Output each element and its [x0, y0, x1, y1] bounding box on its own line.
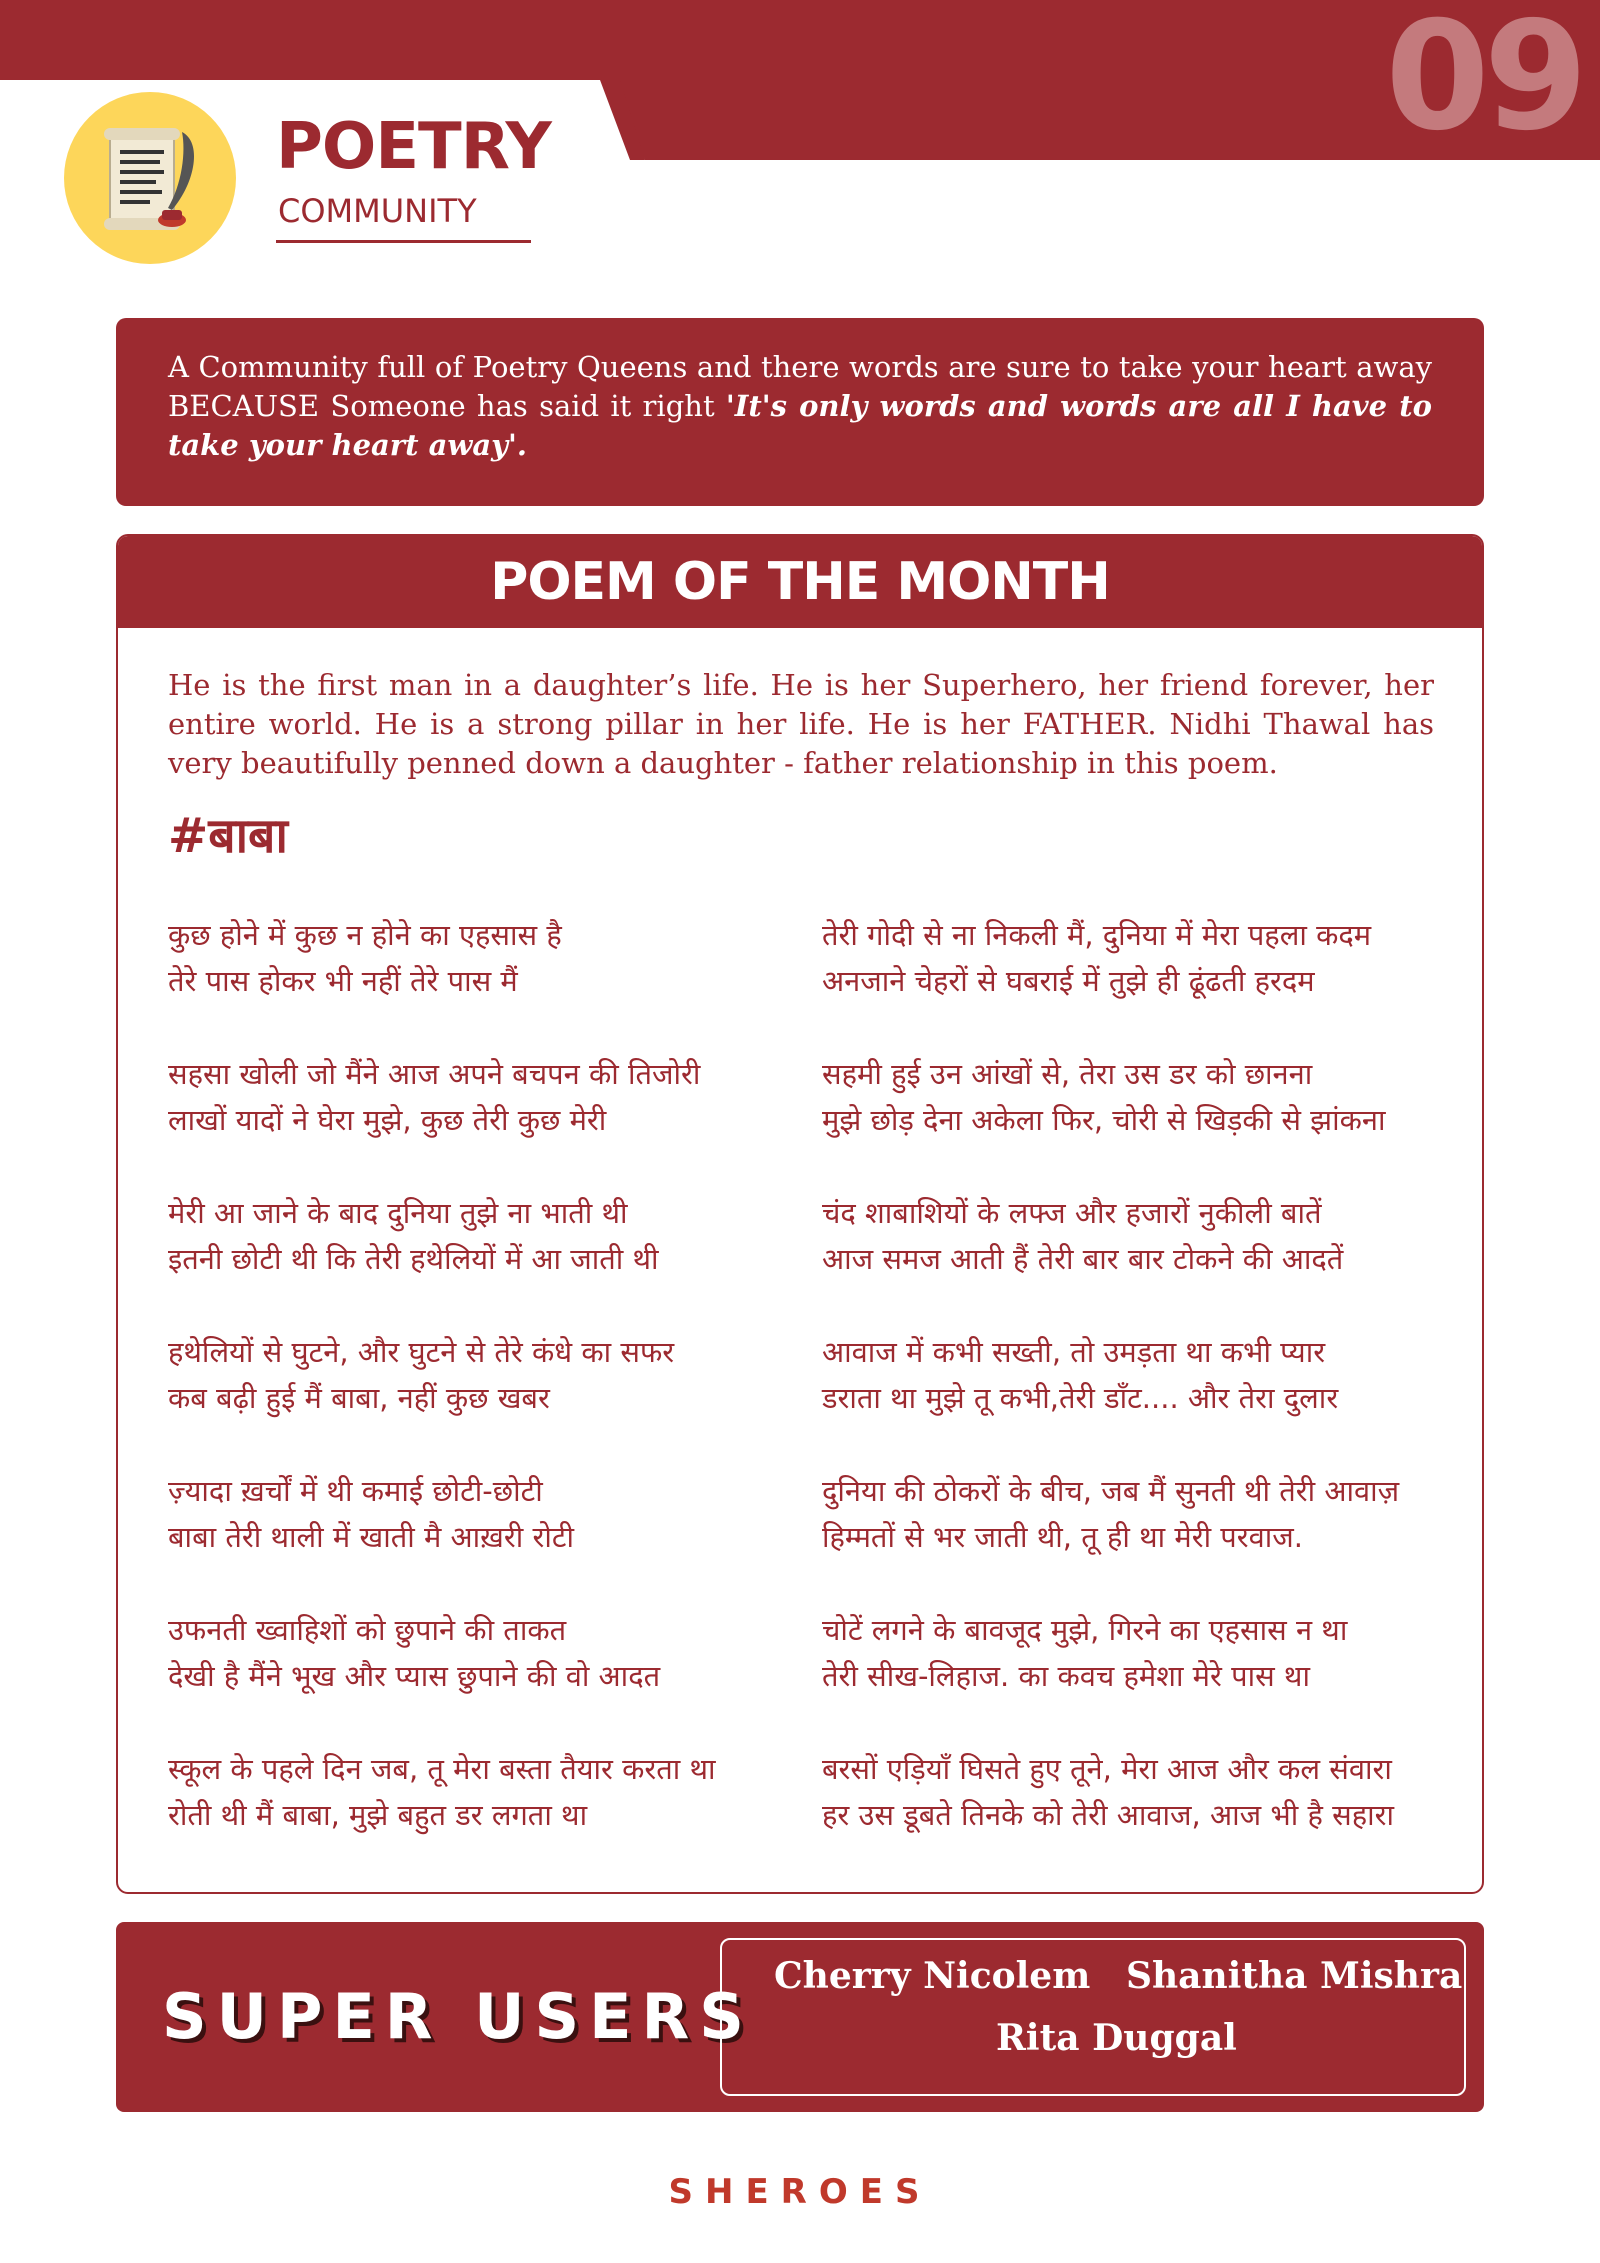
poem-line: आवाज में कभी सख्ती, तो उमड़ता था कभी प्यार: [822, 1335, 1326, 1369]
poem-line: मुझे छोड़ देना अकेला फिर, चोरी से खिड़की से झांकना: [822, 1103, 1386, 1137]
poem-line: तेरे पास होकर भी नहीं तेरे पास मैं: [168, 964, 518, 998]
super-user-name: Cherry Nicolem: [774, 1955, 1091, 1997]
poem-line: बाबा तेरी थाली में खाती मै आख़री रोटी: [168, 1520, 574, 1554]
poem-line: कब बढ़ी हुई मैं बाबा, नहीं कुछ खबर: [168, 1381, 550, 1415]
poem-line: सहसा खोली जो मैंने आज अपने बचपन की तिजोरी: [168, 1057, 701, 1091]
intro-quote: 'It's only words and words are all I have to take your heart away'.: [168, 389, 1432, 462]
footer-brand-logo: SHEROES: [668, 2172, 932, 2212]
stanza-right-2: [822, 1051, 1452, 1143]
stanza-left-1: [168, 912, 798, 1004]
poem-description: He is the first man in a daughter’s life. He is her Superhero, her friend forever, her entire world. He is a strong pillar in her life. He is her FATHER. Nidhi Thawal has very beautifully penned down a daughter - father relationship in this poem.: [168, 668, 1434, 780]
stanza-left-3: [168, 1190, 798, 1282]
poem-section-title: POEM OF THE MONTH: [118, 536, 1482, 628]
stanza-right-1: [822, 912, 1452, 1004]
poem-line: तेरी सीख-लिहाज. का कवच हमेशा मेरे पास था: [822, 1659, 1310, 1693]
super-users-panel: [720, 1938, 1466, 2096]
poem-line: सहमी हुई उन आंखों से, तेरा उस डर को छानना: [822, 1057, 1313, 1091]
poem-line: चंद शाबाशियों के लफ्ज और हजारों नुकीली बातें: [822, 1196, 1322, 1230]
poem-line: मेरी आ जाने के बाद दुनिया तुझे ना भाती थी: [168, 1196, 628, 1230]
stanza-right-5: [822, 1468, 1452, 1560]
stanza-left-5: [168, 1468, 798, 1560]
poem-line: उफनती ख्वाहिशों को छुपाने की ताकत: [168, 1613, 567, 1647]
poem-line: ज़्यादा ख़र्चों में थी कमाई छोटी-छोटी: [168, 1474, 543, 1508]
poem-line: हर उस डूबते तिनके को तेरी आवाज, आज भी है सहारा: [822, 1798, 1394, 1832]
poem-line: डराता था मुझे तू कभी,तेरी डाँट.... और तेरा दुलार: [822, 1381, 1339, 1415]
title-divider: [276, 240, 531, 243]
poem-line: इतनी छोटी थी कि तेरी हथेलियों में आ जाती थी: [168, 1242, 659, 1276]
header-band: [0, 0, 1600, 164]
poem-line: बरसों एड़ियाँ घिसते हुए तूने, मेरा आज और कल संवारा: [822, 1752, 1392, 1786]
poem-line: स्कूल के पहले दिन जब, तू मेरा बस्ता तैयार करता था: [168, 1752, 716, 1786]
stanza-left-6: [168, 1607, 798, 1699]
super-users-section: [116, 1922, 1484, 2112]
poem-line: रोती थी मैं बाबा, मुझे बहुत डर लगता था: [168, 1798, 588, 1832]
stanza-right-3: [822, 1190, 1452, 1282]
poem-line: तेरी गोदी से ना निकली मैं, दुनिया में मेरा पहला कदम: [822, 918, 1372, 952]
poem-line: देखी है मैंने भूख और प्यास छुपाने की वो आदत: [168, 1659, 661, 1693]
poem-line: दुनिया की ठोकरों के बीच, जब मैं सुनती थी तेरी आवाज़: [822, 1474, 1400, 1508]
poem-of-the-month-card: [116, 534, 1484, 1894]
poem-line: लाखों यादों ने घेरा मुझे, कुछ तेरी कुछ मेरी: [168, 1103, 607, 1137]
scroll-quill-icon: [64, 92, 236, 264]
poem-line: चोटें लगने के बावजूद मुझे, गिरने का एहसास न था: [822, 1613, 1348, 1647]
poem-line: आज समज आती हैं तेरी बार बार टोकने की आदतें: [822, 1242, 1344, 1276]
page-subtitle: COMMUNITY: [278, 192, 477, 230]
stanza-right-7: [822, 1746, 1452, 1838]
page-title: POETRY: [276, 110, 551, 184]
intro-text: A Community full of Poetry Queens and there words are sure to take your heart away BECAUSE Someone has said it right: [168, 350, 1432, 423]
stanza-right-6: [822, 1607, 1452, 1699]
poem-line: हिम्मतों से भर जाती थी, तू ही था मेरी परवाज.: [822, 1520, 1304, 1554]
poem-line: कुछ होने में कुछ न होने का एहसास है: [168, 918, 562, 952]
poem-line: हथेलियों से घुटने, और घुटने से तेरे कंधे का सफर: [168, 1335, 675, 1369]
stanza-left-4: [168, 1329, 798, 1421]
page-number: 09: [1385, 0, 1582, 164]
poem-title: #बाबा: [168, 808, 288, 864]
super-user-name: Rita Duggal: [996, 2017, 1237, 2059]
super-users-title: SUPER USERS: [162, 1980, 754, 2053]
stanza-left-7: [168, 1746, 798, 1838]
community-intro: [116, 318, 1484, 506]
super-user-name: Shanitha Mishra: [1126, 1955, 1463, 1997]
poem-line: अनजाने चेहरों से घबराई में तुझे ही ढूंढती हरदम: [822, 964, 1315, 998]
stanza-right-4: [822, 1329, 1452, 1421]
stanza-left-2: [168, 1051, 798, 1143]
